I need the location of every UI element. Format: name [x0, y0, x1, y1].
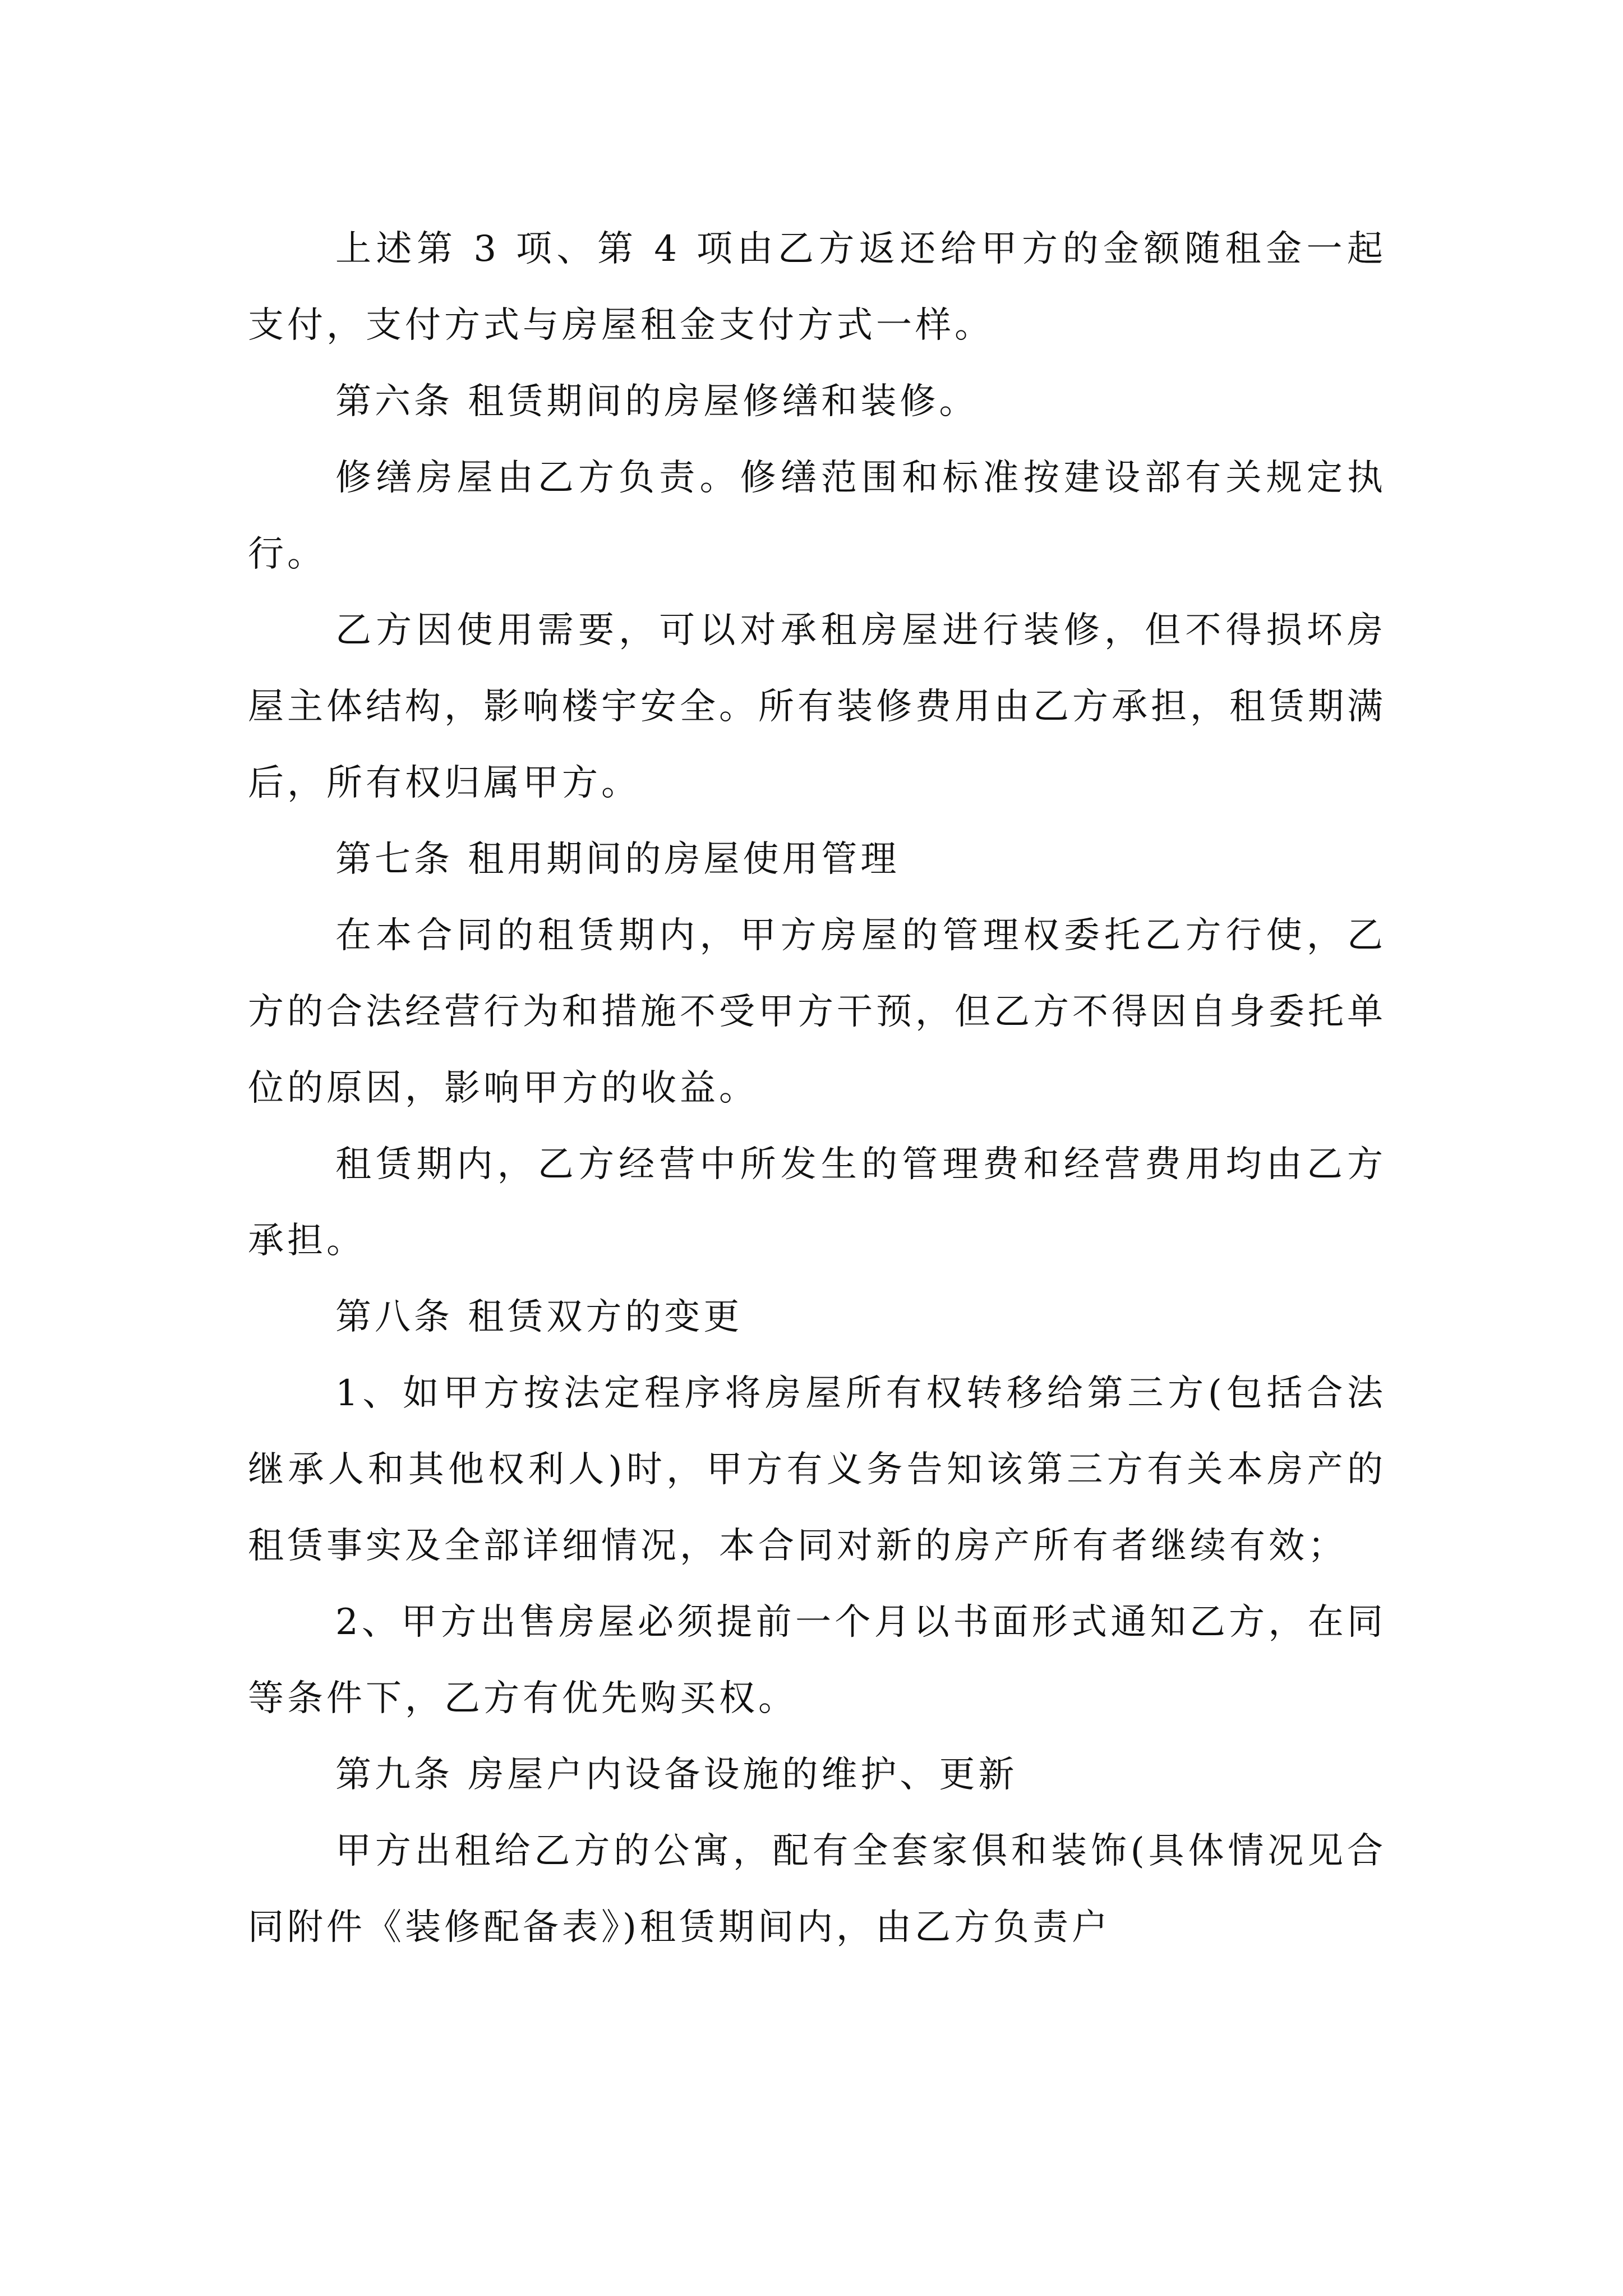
article-6-heading: 第六条 租赁期间的房屋修缮和装修。	[335, 381, 979, 422]
paragraph-furnishings: 甲方出租给乙方的公寓，配有全套家俱和装饰(具体情况见合同附件《装修配备表》)租赁期间内，由乙方负责户	[248, 1830, 1386, 1948]
paragraph-sale-notice: 2、甲方出售房屋必须提前一个月以书面形式通知乙方，在同等条件下，乙方有优先购买权。	[248, 1602, 1386, 1719]
paragraph-return-payment: 上述第 3 项、第 4 项由乙方返还给甲方的金额随租金一起支付，支付方式与房屋租金支付方式一样。	[248, 228, 1386, 346]
paragraph-repair-responsibility: 修缮房屋由乙方负责。修缮范围和标准按建设部有关规定执行。	[248, 457, 1386, 575]
paragraph-ownership-transfer: 1、如甲方按法定程序将房屋所有权转移给第三方(包括合法继承人和其他权利人)时，甲方有义务告知该第三方有关本房产的租赁事实及全部详细情况，本合同对新的房产所有者继续有效；	[248, 1373, 1386, 1567]
document-body	[248, 211, 1386, 1966]
article-8-heading: 第八条 租赁双方的变更	[335, 1296, 743, 1338]
paragraph-management-rights: 在本合同的租赁期内，甲方房屋的管理权委托乙方行使，乙方的合法经营行为和措施不受甲方干预，但乙方不得因自身委托单位的原因，影响甲方的收益。	[248, 915, 1386, 1109]
article-9-heading: 第九条 房屋户内设备设施的维护、更新	[335, 1754, 1018, 1796]
paragraph-renovation: 乙方因使用需要，可以对承租房屋进行装修，但不得损坏房屋主体结构，影响楼宇安全。所有装修费用由乙方承担，租赁期满后，所有权归属甲方。	[248, 610, 1386, 804]
paragraph-management-fees: 租赁期内，乙方经营中所发生的管理费和经营费用均由乙方承担。	[248, 1144, 1386, 1262]
article-7-heading: 第七条 租用期间的房屋使用管理	[335, 839, 900, 880]
